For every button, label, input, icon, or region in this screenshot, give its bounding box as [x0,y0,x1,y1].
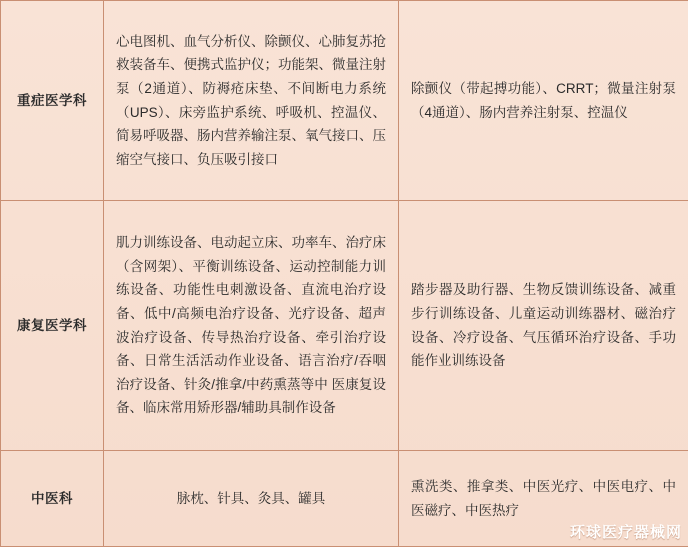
department-name-cell: 康复医学科 [1,201,104,451]
recommended-equipment-cell: 熏洗类、推拿类、中医光疗、中医电疗、中医磁疗、中医热疗 [399,451,688,547]
department-name-cell: 重症医学科 [1,1,104,201]
recommended-equipment-cell: 除颤仪（带起搏功能）、CRRT；微量注射泵（4通道）、肠内营养注射泵、控温仪 [399,1,688,201]
recommended-equipment-cell: 踏步器及助行器、生物反馈训练设备、减重步行训练设备、儿童运动训练器材、磁治疗设备、冷疗设备、气压循环治疗设备、手功能作业训练设备 [399,201,688,451]
table-row [1,201,688,451]
department-name-cell: 中医科 [1,451,104,547]
table-row [1,451,688,547]
table-body [1,1,688,547]
basic-equipment-cell: 脉枕、针具、灸具、罐具 [104,451,399,547]
basic-equipment-cell: 心电图机、血气分析仪、除颤仪、心肺复苏抢救装备车、便携式监护仪；功能架、微量注射泵（2通道）、防褥疮床垫、不间断电力系统（UPS）、床旁监护系统、呼吸机、控温仪、简易呼吸器、肠内营养输注泵、氧气接口、压缩空气接口、负压吸引接口 [104,1,399,201]
table-row [1,1,688,201]
basic-equipment-cell: 肌力训练设备、电动起立床、功率车、治疗床（含网架）、平衡训练设备、运动控制能力训练设备、功能性电刺激设备、直流电治疗设备、低中/高频电治疗设备、光疗设备、超声波治疗设备、传导热治疗设备、牵引治疗设备、日常生活活动作业设备、语言治疗/吞咽治疗设备、针灸/推拿/中药熏蒸等中 医康复设备、临床常用矫形器/辅助具制作设备 [104,201,399,451]
site-watermark: 环球医疗器械网 [570,521,682,542]
